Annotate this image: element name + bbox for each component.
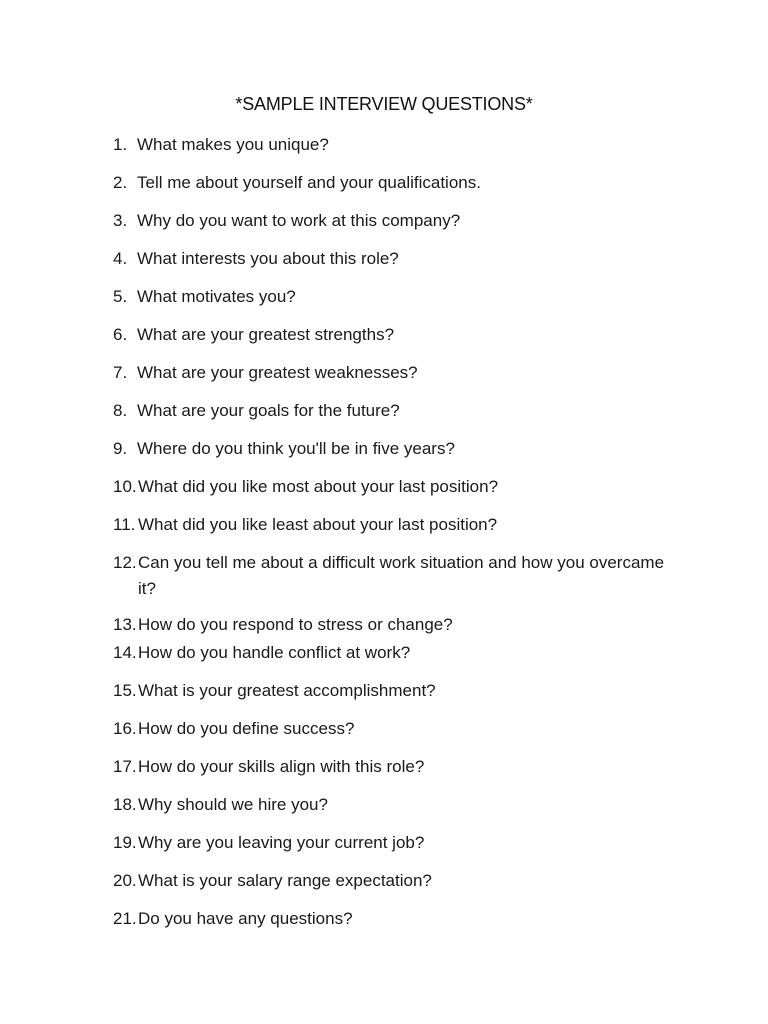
list-item xyxy=(113,474,673,500)
list-item-number: 4. xyxy=(113,249,128,268)
list-item xyxy=(113,906,673,932)
list-item xyxy=(113,792,673,818)
list-item-text: What did you like most about your last position? xyxy=(138,477,499,496)
list-item xyxy=(113,640,673,666)
list-item-text: How do you define success? xyxy=(138,719,355,738)
list-item-text: What did you like least about your last position? xyxy=(138,515,498,534)
list-item-number: 16. xyxy=(113,719,137,738)
list-item-number: 14. xyxy=(113,643,137,662)
list-item-number: 1. xyxy=(113,135,128,154)
list-item-number: 11. xyxy=(113,515,136,534)
list-item xyxy=(113,360,673,386)
list-item xyxy=(113,436,673,462)
list-item-text: What is your salary range expectation? xyxy=(138,871,432,890)
list-item-number: 10. xyxy=(113,477,137,496)
list-item-number: 20. xyxy=(113,871,137,890)
list-item-text: Where do you think you'll be in five years? xyxy=(137,439,455,458)
list-item-number: 8. xyxy=(113,401,128,420)
list-item-text: What interests you about this role? xyxy=(137,249,399,268)
list-item xyxy=(113,754,673,780)
list-item xyxy=(113,868,673,894)
list-item xyxy=(113,716,673,742)
list-item-number: 18. xyxy=(113,795,137,814)
list-item xyxy=(113,322,673,348)
list-item-number: 6. xyxy=(113,325,128,344)
list-item xyxy=(113,170,673,196)
list-item-number: 19. xyxy=(113,833,137,852)
list-item-text: What motivates you? xyxy=(137,287,296,306)
list-item-text: Can you tell me about a difficult work situation and how you overcame it? xyxy=(138,553,665,598)
list-item-text: Tell me about yourself and your qualifications. xyxy=(137,173,481,192)
list-item-number: 13. xyxy=(113,615,137,634)
list-item-number: 17. xyxy=(113,757,137,776)
list-item xyxy=(113,830,673,856)
list-item-number: 3. xyxy=(113,211,128,230)
list-item-number: 5. xyxy=(113,287,128,306)
list-item xyxy=(113,512,673,538)
list-item xyxy=(113,132,673,158)
list-item xyxy=(113,612,673,638)
list-item-text: Do you have any questions? xyxy=(138,909,353,928)
list-item-number: 12. xyxy=(113,553,137,572)
list-item-text: What are your greatest strengths? xyxy=(137,325,395,344)
list-item xyxy=(113,550,673,602)
list-item-text: What are your goals for the future? xyxy=(137,401,400,420)
document-title: *SAMPLE INTERVIEW QUESTIONS* xyxy=(235,94,533,114)
list-item-text: Why do you want to work at this company? xyxy=(137,211,461,230)
list-item xyxy=(113,284,673,310)
list-item-text: What are your greatest weaknesses? xyxy=(137,363,418,382)
list-item-text: Why are you leaving your current job? xyxy=(138,833,425,852)
list-item-text: What makes you unique? xyxy=(137,135,329,154)
question-list xyxy=(113,132,673,932)
list-item-number: 15. xyxy=(113,681,137,700)
list-item-number: 2. xyxy=(113,173,128,192)
list-item-text: How do you respond to stress or change? xyxy=(138,615,453,634)
list-item xyxy=(113,678,673,704)
list-item-text: What is your greatest accomplishment? xyxy=(138,681,436,700)
list-item-number: 7. xyxy=(113,363,128,382)
list-item xyxy=(113,246,673,272)
list-item-number: 21. xyxy=(113,909,137,928)
list-item xyxy=(113,398,673,424)
list-item xyxy=(113,208,673,234)
list-item-text: Why should we hire you? xyxy=(138,795,328,814)
list-item-text: How do you handle conflict at work? xyxy=(138,643,411,662)
list-item-number: 9. xyxy=(113,439,128,458)
list-item-text: How do your skills align with this role? xyxy=(138,757,425,776)
